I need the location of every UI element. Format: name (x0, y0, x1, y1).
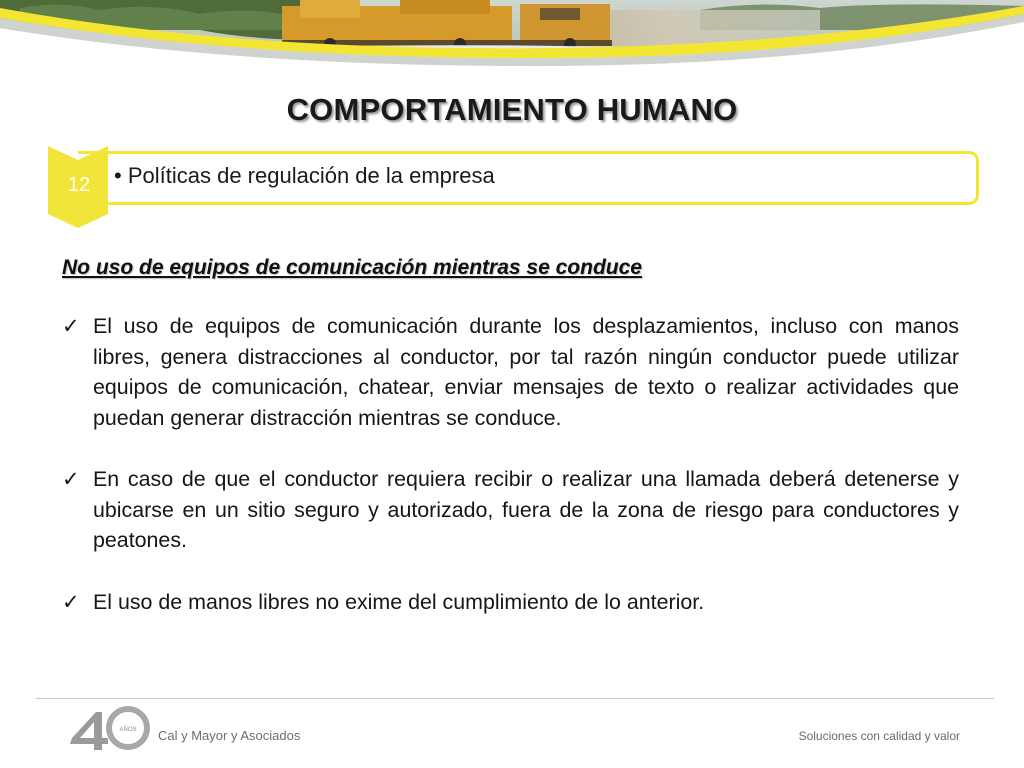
bullet-text: El uso de manos libres no exime del cumplimiento de lo anterior. (93, 589, 705, 614)
section-number: 12 (67, 174, 91, 196)
bullet-item (62, 464, 959, 556)
header-banner (0, 0, 1024, 90)
company-logo (66, 702, 156, 752)
bullet-item (62, 587, 959, 618)
bullet-text: El uso de equipos de comunicación durante los desplazamientos, incluso con manos libres, genera distracciones al conductor, por tal razón ningún conductor puede utilizar equipos de comunicación, chatear, enviar mensajes de texto o realizar actividades que puedan generar distracción mientras se conduce. (93, 314, 959, 430)
bullet-list (62, 311, 959, 648)
slide-title: COMPORTAMIENTO HUMANO (286, 92, 738, 127)
subheading: No uso de equipos de comunicación mientras se conduce (62, 256, 642, 279)
checkmark-icon: ✓ (62, 468, 80, 491)
logo-text: AÑOS (119, 727, 137, 733)
tagline: Soluciones con calidad y valor (798, 729, 960, 743)
checkmark-icon: ✓ (62, 590, 80, 614)
bullet-item (62, 311, 959, 433)
bullet-text: En caso de que el conductor requiera recibir o realizar una llamada deberá detenerse y ubicarse en un sitio seguro y autorizado, fuera de la zona de riesgo para conductores y peatones. (93, 467, 959, 552)
construction-machinery-photo (282, 0, 612, 50)
checkmark-icon: ✓ (62, 315, 80, 338)
section-label: • Políticas de regulación de la empresa (114, 163, 495, 188)
company-name: Cal y Mayor y Asociados (158, 728, 301, 743)
banner-photo (0, 0, 1024, 90)
section-label-text: Políticas de regulación de la empresa (127, 163, 495, 188)
footer-divider (36, 698, 994, 699)
